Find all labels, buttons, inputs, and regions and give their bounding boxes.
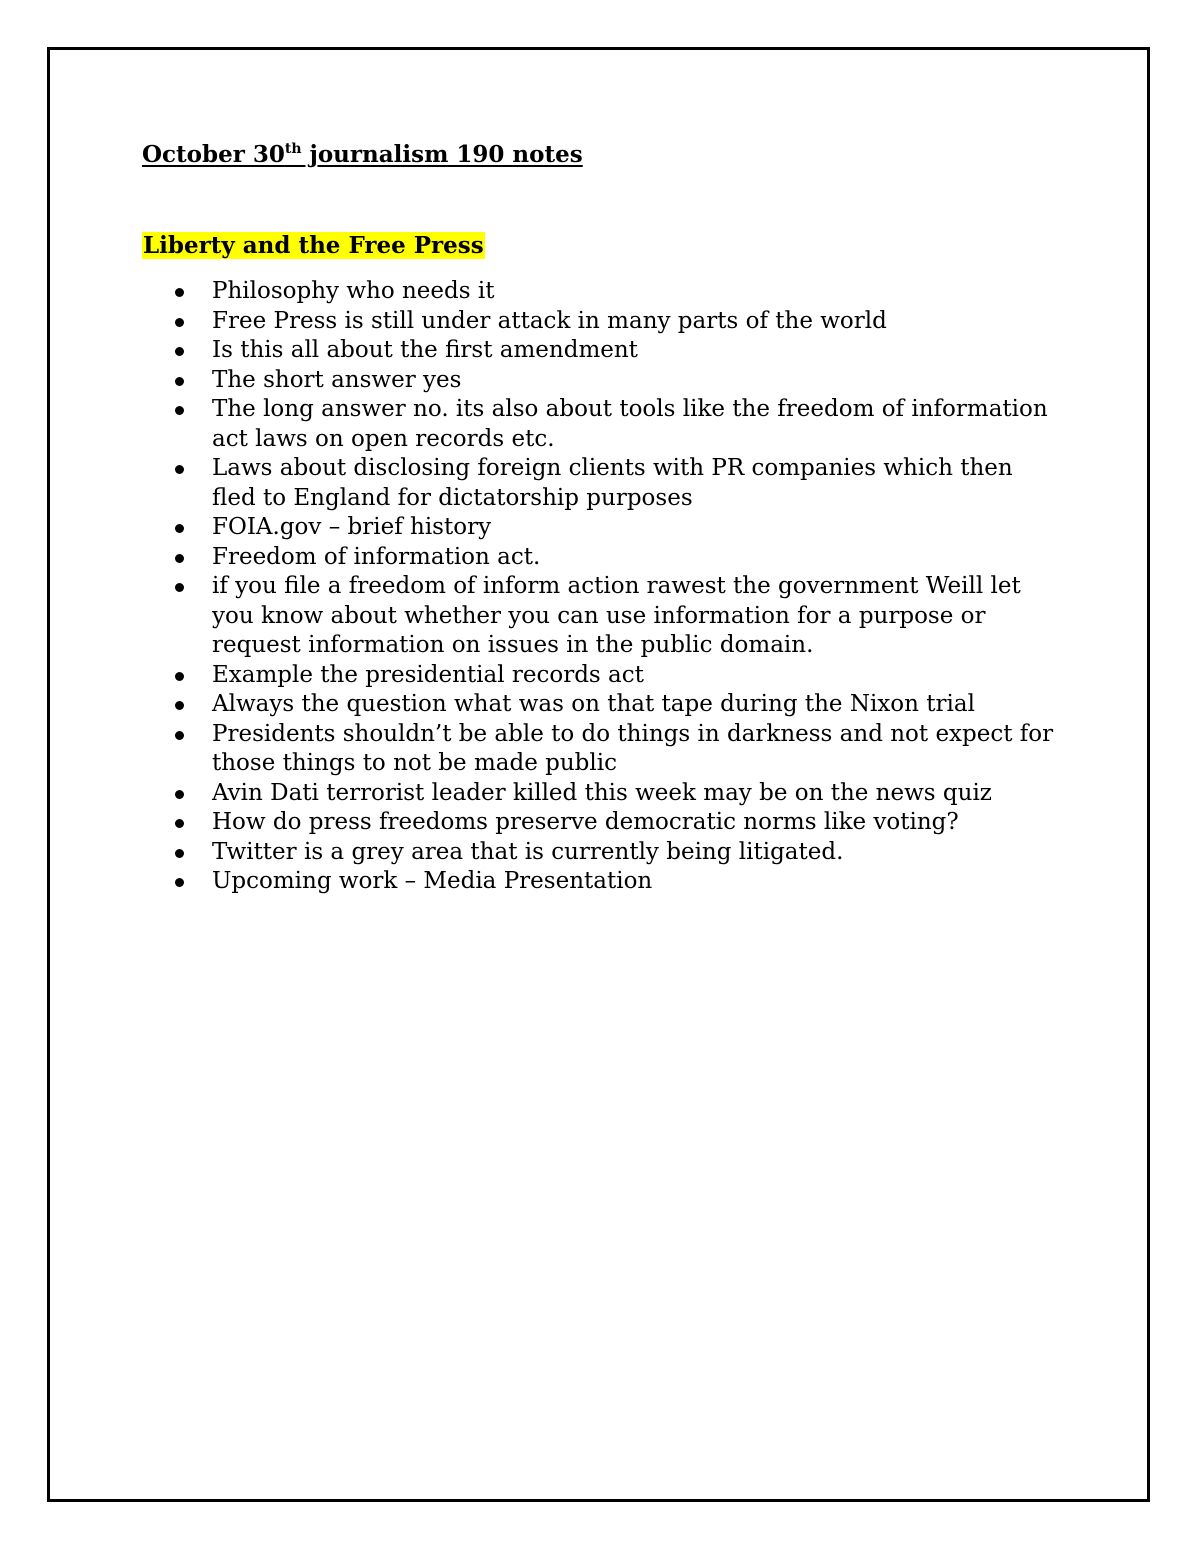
list-item — [142, 454, 1062, 513]
bullet-icon — [175, 347, 184, 356]
list-item — [142, 307, 1062, 337]
notes-list — [142, 277, 1062, 897]
list-item-text: Philosophy who needs it — [212, 278, 495, 304]
bullet-icon — [175, 406, 184, 415]
list-item-text: Avin Dati terrorist leader killed this week may be on the news quiz — [212, 779, 992, 806]
list-item — [142, 366, 1062, 396]
section-heading — [142, 231, 485, 261]
list-item-text: Presidents shouldn’t be able to do things in darkness and not expect for those things to not be made public — [212, 720, 1054, 776]
list-item — [142, 277, 1062, 307]
bullet-icon — [175, 701, 184, 710]
list-item — [142, 395, 1062, 454]
title-rest: journalism 190 notes — [301, 141, 583, 168]
bullet-icon — [175, 465, 184, 474]
list-item — [142, 513, 1062, 543]
bullet-icon — [175, 318, 184, 327]
list-item — [142, 720, 1062, 779]
list-item — [142, 808, 1062, 838]
list-item-text: How do press freedoms preserve democratic norms like voting? — [212, 809, 959, 835]
list-item-text: Freedom of information act. — [212, 543, 541, 570]
bullet-icon — [175, 554, 184, 563]
list-item-text: Example the presidential records act — [212, 661, 644, 688]
list-item-text: Is this all about the first amendment — [212, 337, 638, 363]
title-date: October 30 — [142, 141, 285, 168]
list-item-text: Always the question what was on that tape during the Nixon trial — [212, 691, 975, 717]
list-item-text: Upcoming work – Media Presentation — [212, 868, 653, 894]
bullet-icon — [175, 878, 184, 887]
list-item-text: Free Press is still under attack in many parts of the world — [212, 307, 887, 334]
bullet-icon — [175, 790, 184, 799]
highlighted-heading-text: Liberty and the Free Press — [143, 232, 484, 259]
list-item-text: FOIA.gov – brief history — [212, 514, 492, 540]
bullet-icon — [175, 731, 184, 740]
list-item-text: Laws about disclosing foreign clients with PR companies which then fled to England for dictatorship purposes — [212, 455, 1013, 511]
bullet-icon — [175, 288, 184, 297]
list-item — [142, 690, 1062, 720]
list-item-text: The short answer yes — [212, 366, 462, 393]
title-ordinal-suffix: th — [284, 141, 302, 157]
list-item — [142, 838, 1062, 868]
bullet-icon — [175, 672, 184, 681]
bullet-icon — [175, 524, 184, 533]
list-item-text: if you file a freedom of inform action rawest the government Weill let you know about whether you can use information for a purpose or request information on issues in the public domain. — [212, 573, 1021, 658]
list-item — [142, 661, 1062, 691]
list-item-text: The long answer no. its also about tools like the freedom of information act laws on open records etc. — [212, 396, 1048, 452]
bullet-icon — [175, 377, 184, 386]
list-item — [142, 572, 1062, 661]
list-item — [142, 336, 1062, 366]
bullet-icon — [175, 849, 184, 858]
list-item — [142, 867, 1062, 897]
list-item — [142, 543, 1062, 573]
bullet-icon — [175, 583, 184, 592]
list-item — [142, 779, 1062, 809]
bullet-icon — [175, 819, 184, 828]
page-title — [142, 140, 583, 170]
list-item-text: Twitter is a grey area that is currently being litigated. — [212, 838, 844, 865]
